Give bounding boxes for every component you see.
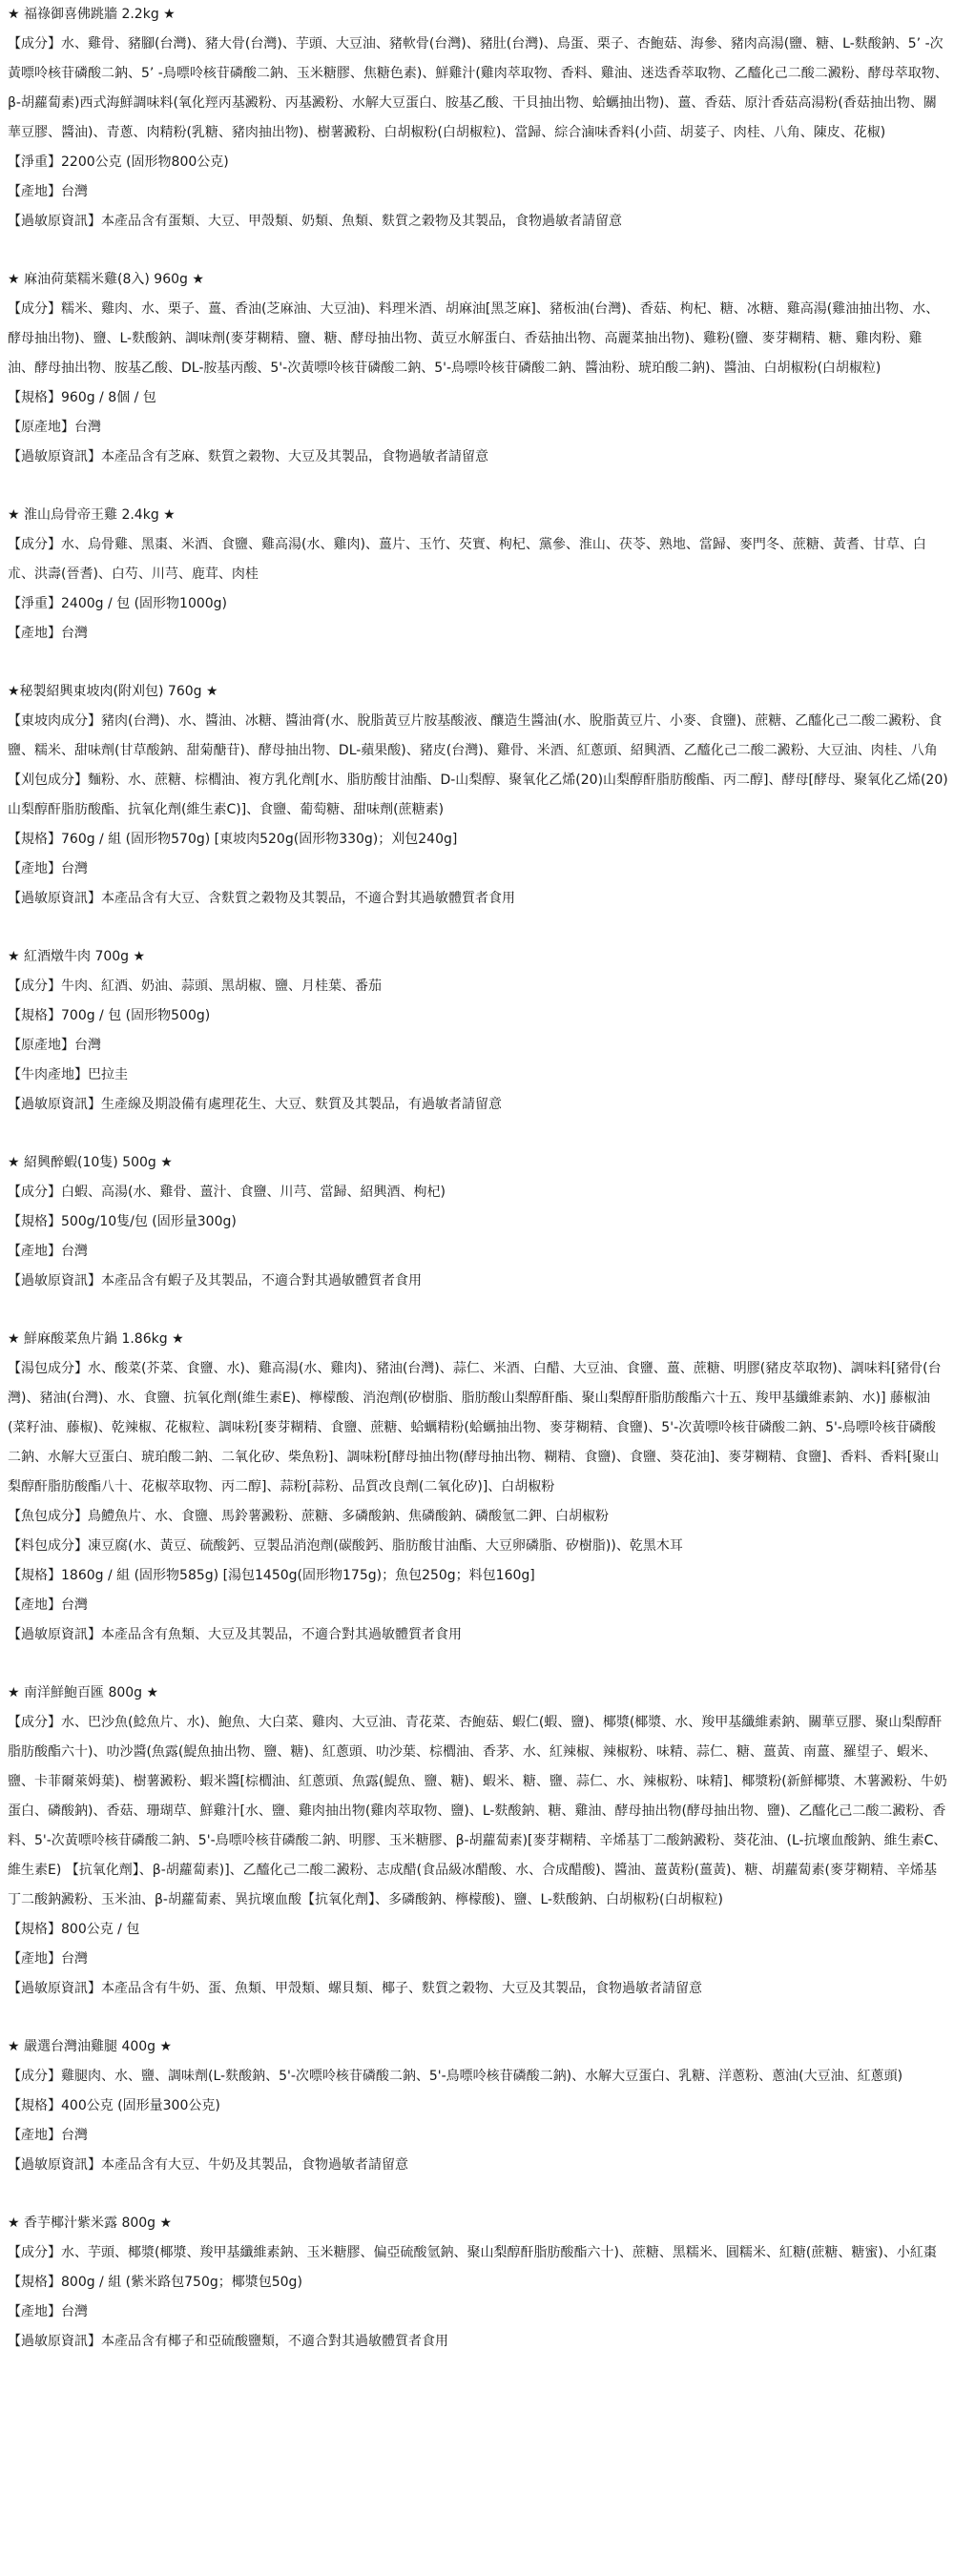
field-value: 台灣	[61, 184, 88, 199]
info-field	[8, 530, 948, 589]
field-value: 豬肉(台灣)、水、醬油、冰糖、醬油膏(水、脫脂黃豆片胺基酸液、釀造生醬油(水、脫脂黃豆片、小麥、食鹽)、蔗糖、乙醯化己二酸二澱粉、食鹽、糯米、甜味劑(甘草酸鈉、甜菊醣苷)、酵母抽出物、DL-蘋果酸)、豬皮(台灣)、雞骨、米酒、紅蔥頭、紹興酒、乙醯化己二酸二澱粉、大豆油、肉桂、八角	[8, 713, 943, 758]
field-value: 2200公克 (固形物800公克)	[61, 155, 229, 170]
field-value: 台灣	[61, 626, 88, 641]
field-value: 台灣	[61, 1597, 88, 1613]
field-label: 【成分】	[8, 979, 61, 994]
field-label: 【成分】	[8, 537, 61, 552]
info-field	[8, 1354, 948, 1502]
info-field	[8, 2327, 948, 2357]
field-label: 【過敏原資訊】	[8, 891, 101, 906]
product-title: ★ 鮮麻酸菜魚片鍋 1.86kg ★	[8, 1331, 184, 1347]
field-label: 【產地】	[8, 2128, 61, 2143]
field-label: 【料包成分】	[8, 1538, 88, 1554]
info-field	[8, 2151, 948, 2180]
field-label: 【規格】	[8, 1922, 61, 1937]
field-label: 【產地】	[8, 861, 61, 876]
field-label: 【原產地】	[8, 420, 74, 435]
info-field	[8, 148, 948, 177]
field-label: 【成分】	[8, 301, 61, 317]
field-value: 本產品含有椰子和亞硫酸鹽類，不適合對其過敏體質者食用	[101, 2334, 448, 2349]
field-label: 【產地】	[8, 184, 61, 199]
info-field	[8, 1237, 948, 1267]
field-label: 【淨重】	[8, 155, 61, 170]
info-field	[8, 295, 948, 383]
field-label: 【產地】	[8, 1951, 61, 1967]
field-value: 水、雞骨、豬腳(台灣)、豬大骨(台灣)、芋頭、大豆油、豬軟骨(台灣)、豬肚(台灣)、鳥蛋、栗子、杏鮑菇、海參、豬肉高湯(鹽、糖、L-麩酸鈉、5’ -次黃嘌呤核苷磷酸二鈉、5’ -鳥嘌呤核苷磷酸二鈉、玉米糖膠、焦糖色素)、鮮雞汁(雞肉萃取物、香料、雞油、迷迭香萃取物、乙醯化己二酸二澱粉、酵母萃取物、β-胡蘿蔔素)西式海鮮調味料(氧化羥丙基澱粉、丙基澱粉、水解大豆蛋白、胺基乙酸、干貝抽出物、蛤蠣抽出物)、薑、香菇、原汁香菇高湯粉(香菇抽出物、關華豆膠、醬油)、青蔥、肉精粉(乳糖、豬肉抽出物)、樹薯澱粉、白胡椒粉(白胡椒粒)、當歸、綜合滷味香料(小茴、胡荽子、肉桂、八角、陳皮、花椒)	[8, 36, 948, 140]
field-label: 【過敏原資訊】	[8, 449, 101, 464]
field-value: 台灣	[74, 1038, 101, 1053]
field-label: 【規格】	[8, 1008, 61, 1023]
field-label: 【過敏原資訊】	[8, 1273, 101, 1288]
field-label: 【原產地】	[8, 1038, 74, 1053]
product-block	[8, 265, 948, 472]
product-block	[8, 1325, 948, 1650]
field-value: 800公克 / 包	[61, 1922, 140, 1937]
field-label: 【產地】	[8, 1244, 61, 1259]
field-value: 本產品含有大豆、牛奶及其製品，食物過敏者請留意	[101, 2157, 408, 2173]
field-value: 水、芋頭、椰漿(椰漿、羧甲基纖維素鈉、玉米糖膠、偏亞硫酸氫鈉、聚山梨醇酐脂肪酸酯六十)、蔗糖、黑糯米、圓糯米、紅糖(蔗糖、糖蜜)、小紅棗	[61, 2245, 937, 2260]
field-value: 500g/10隻/包 (固形量300g)	[61, 1214, 237, 1229]
field-label: 【過敏原資訊】	[8, 2334, 101, 2349]
field-label: 【成分】	[8, 1715, 61, 1730]
info-field	[8, 884, 948, 914]
field-label: 【過敏原資訊】	[8, 2157, 101, 2173]
product-title: ★ 紅酒燉牛肉 700g ★	[8, 949, 146, 964]
product-block	[8, 2209, 948, 2357]
product-block	[8, 501, 948, 649]
field-label: 【規格】	[8, 1568, 61, 1583]
field-label: 【過敏原資訊】	[8, 1981, 101, 1996]
field-label: 【刈包成分】	[8, 773, 88, 788]
field-label: 【成分】	[8, 2245, 61, 2260]
field-value: 800g / 組 (紫米路包750g；椰漿包50g)	[61, 2275, 302, 2290]
info-field	[8, 766, 948, 825]
field-label: 【魚包成分】	[8, 1509, 88, 1524]
info-field	[8, 825, 948, 855]
product-block	[8, 677, 948, 914]
field-value: 巴拉圭	[88, 1067, 128, 1082]
field-label: 【規格】	[8, 390, 61, 405]
field-value: 960g / 8個 / 包	[61, 390, 156, 405]
field-value: 牛肉、紅酒、奶油、蒜頭、黑胡椒、鹽、月桂葉、番茄	[61, 979, 382, 994]
field-value: 糯米、雞肉、水、栗子、薑、香油(芝麻油、大豆油)、料理米酒、胡麻油[黑芝麻]、豬板油(台灣)、香菇、枸杞、糖、冰糖、雞高湯(雞油抽出物、水、酵母抽出物)、鹽、L-麩酸鈉、調味劑(麥芽糊精、鹽、糖、酵母抽出物、黃豆水解蛋白、香菇抽出物、高麗菜抽出物)、雞粉(鹽、麥芽糊精、糖、雞肉粉、雞油、酵母抽出物、胺基乙酸、DL-胺基丙酸、5'-次黃嘌呤核苷磷酸二鈉、5'-鳥嘌呤核苷磷酸二鈉、醬油粉、琥珀酸二鈉)、醬油、白胡椒粉(白胡椒粒)	[8, 301, 940, 376]
field-value: 本產品含有大豆、含麩質之穀物及其製品，不適合對其過敏體質者食用	[101, 891, 515, 906]
info-field	[8, 1178, 948, 1207]
field-value: 台灣	[61, 861, 88, 876]
product-title: ★秘製紹興東坡肉(附刈包) 760g ★	[8, 684, 218, 699]
field-label: 【規格】	[8, 2098, 61, 2113]
field-value: 雞腿肉、水、鹽、調味劑(L-麩酸鈉、5'-次嘌呤核苷磷酸二鈉、5'-鳥嘌呤核苷磷酸二鈉)、水解大豆蛋白、乳糖、洋蔥粉、蔥油(大豆油、紅蔥頭)	[61, 2069, 903, 2084]
field-value: 台灣	[61, 1951, 88, 1967]
info-field	[8, 1267, 948, 1296]
field-value: 台灣	[61, 2128, 88, 2143]
product-block	[8, 942, 948, 1120]
field-value: 2400g / 包 (固形物1000g)	[61, 596, 228, 611]
info-field	[8, 1532, 948, 1561]
field-label: 【過敏原資訊】	[8, 1097, 101, 1112]
field-value: 700g / 包 (固形物500g)	[61, 1008, 211, 1023]
product-block	[8, 1679, 948, 2004]
field-value: 1860g / 組 (固形物585g) [湯包1450g(固形物175g)；魚包250g；料包160g]	[61, 1568, 535, 1583]
info-field	[8, 2238, 948, 2268]
info-field	[8, 855, 948, 884]
field-label: 【牛肉產地】	[8, 1067, 88, 1082]
product-title: ★ 紹興醉蝦(10隻) 500g ★	[8, 1155, 173, 1170]
field-value: 台灣	[74, 420, 101, 435]
field-label: 【湯包成分】	[8, 1361, 88, 1376]
info-field	[8, 2092, 948, 2121]
product-title: ★ 福祿御喜佛跳牆 2.2kg ★	[8, 7, 176, 22]
info-field	[8, 1945, 948, 1974]
info-field	[8, 443, 948, 472]
info-field	[8, 413, 948, 443]
info-field	[8, 1708, 948, 1915]
info-field	[8, 2298, 948, 2327]
product-title: ★ 淮山烏骨帝王雞 2.4kg ★	[8, 507, 176, 523]
field-value: 水、酸菜(芥菜、食鹽、水)、雞高湯(水、雞肉)、豬油(台灣)、蒜仁、米酒、白醋、大豆油、食鹽、薑、蔗糖、明膠(豬皮萃取物)、調味料[豬骨(台灣)、豬油(台灣)、水、食鹽、抗氧化劑(維生素E)、檸檬酸、消泡劑(矽樹脂、脂肪酸山梨醇酐酯、聚山梨醇酐脂肪酸酯六十五、羧甲基纖維素鈉、水)] 藤椒油(菜籽油、藤椒)、乾辣椒、花椒粒、調味粉[麥芽糊精、食鹽、蔗糖、蛤蠣精粉(蛤蠣抽出物、麥芽糊精、食鹽)、5'-次黃嘌呤核苷磷酸二鈉、5'-鳥嘌呤核苷磷酸二鈉、水解大豆蛋白、琥珀酸二鈉、二氧化矽、柴魚粉]、調味粉[酵母抽出物(酵母抽出物、糊精、食鹽)、食鹽、葵花油]、麥芽糊精、食鹽]、香料、香料[聚山梨醇酐脂肪酸酯八十、花椒萃取物、丙二醇]、蒜粉[蒜粉、品質改良劑(二氧化矽)]、白胡椒粉	[8, 1361, 942, 1494]
field-value: 水、巴沙魚(鯰魚片、水)、鮑魚、大白菜、雞肉、大豆油、青花菜、杏鮑菇、蝦仁(蝦、鹽)、椰漿(椰漿、水、羧甲基纖維素鈉、關華豆膠、聚山梨醇酐脂肪酸酯六十)、叻沙醬(魚露(鯷魚抽出物、鹽、糖)、紅蔥頭、叻沙葉、棕櫚油、香茅、水、紅辣椒、辣椒粉、味精、蒜仁、糖、薑黃、南薑、羅望子、蝦米、鹽、卡菲爾萊姆葉)、樹薯澱粉、蝦米醬[棕櫚油、紅蔥頭、魚露(鯷魚、鹽、糖)、蝦米、糖、鹽、蒜仁、水、辣椒粉、味精]、椰漿粉(新鮮椰漿、木薯澱粉、牛奶蛋白、磷酸鈉)、香菇、珊瑚草、鮮雞汁[水、鹽、雞肉抽出物(雞肉萃取物、鹽)、L-麩酸鈉、糖、雞油、酵母抽出物(酵母抽出物、鹽)、乙醯化己二酸二澱粉、香料、5'-次黃嘌呤核苷磷酸二鈉、5'-鳥嘌呤核苷磷酸二鈉、明膠、玉米糖膠、β-胡蘿蔔素)[麥芽糊精、辛烯基丁二酸鈉澱粉、葵花油、(L-抗壞血酸鈉、維生素C、維生素E) 【抗氧化劑】、β-胡蘿蔔素)]、乙醯化己二酸二澱粉、志成醋(食品級冰醋酸、水、合成醋酸)、醬油、薑黃粉(薑黃)、糖、胡蘿蔔素(麥芽糊精、辛烯基丁二酸鈉澱粉、玉米油、β-胡蘿蔔素、異抗壞血酸【抗氧化劑】、多磷酸鈉、檸檬酸)、鹽、L-麩酸鈉、白胡椒粉(白胡椒粒)	[8, 1715, 947, 1907]
info-field	[8, 1061, 948, 1090]
info-field	[8, 1207, 948, 1237]
field-label: 【過敏原資訊】	[8, 1627, 101, 1642]
info-field	[8, 1031, 948, 1061]
info-field	[8, 2062, 948, 2092]
field-value: 鳥鱧魚片、水、食鹽、馬鈴薯澱粉、蔗糖、多磷酸鈉、焦磷酸鈉、磷酸氫二鉀、白胡椒粉	[88, 1509, 609, 1524]
product-title: ★ 香芋椰汁紫米露 800g ★	[8, 2215, 173, 2231]
info-field	[8, 2121, 948, 2151]
product-block	[8, 0, 948, 237]
product-title: ★ 南洋鮮鮑百匯 800g ★	[8, 1685, 159, 1700]
field-value: 生產線及期設備有處理花生、大豆、麩質及其製品，有過敏者請留意	[101, 1097, 502, 1112]
field-label: 【成分】	[8, 36, 61, 52]
field-label: 【淨重】	[8, 596, 61, 611]
info-field	[8, 2268, 948, 2298]
info-field	[8, 383, 948, 413]
field-label: 【產地】	[8, 626, 61, 641]
field-value: 400公克 (固形量300公克)	[61, 2098, 220, 2113]
field-value: 本產品含有蛋類、大豆、甲殼類、奶類、魚類、麩質之穀物及其製品，食物過敏者請留意	[101, 214, 622, 229]
field-value: 凍豆腐(水、黃豆、硫酸鈣、豆製品消泡劑(碳酸鈣、脂肪酸甘油酯、大豆卵磷脂、矽樹脂))、乾黑木耳	[88, 1538, 683, 1554]
info-field	[8, 30, 948, 148]
field-value: 台灣	[61, 1244, 88, 1259]
field-value: 本產品含有芝麻、麩質之穀物、大豆及其製品，食物過敏者請留意	[101, 449, 488, 464]
field-value: 本產品含有蝦子及其製品，不適合對其過敏體質者食用	[101, 1273, 422, 1288]
product-block	[8, 2032, 948, 2180]
info-field	[8, 207, 948, 237]
info-field	[8, 1915, 948, 1945]
field-value: 760g / 組 (固形物570g) [東坡肉520g(固形物330g)；刈包240g]	[61, 832, 458, 847]
info-field	[8, 1001, 948, 1031]
field-value: 台灣	[61, 2304, 88, 2319]
field-label: 【過敏原資訊】	[8, 214, 101, 229]
info-field	[8, 1561, 948, 1591]
info-field	[8, 972, 948, 1001]
field-value: 本產品含有牛奶、蛋、魚類、甲殼類、螺貝類、椰子、麩質之穀物、大豆及其製品，食物過敏者請留意	[101, 1981, 702, 1996]
product-title: ★ 麻油荷葉糯米雞(8入) 960g ★	[8, 272, 204, 287]
field-value: 水、烏骨雞、黑棗、米酒、食鹽、雞高湯(水、雞肉)、薑片、玉竹、芡實、枸杞、黨參、淮山、茯苓、熟地、當歸、麥門冬、蔗糖、黃耆、甘草、白朮、洪壽(晉耆)、白芍、川芎、鹿茸、肉桂	[8, 537, 926, 582]
field-value: 白蝦、高湯(水、雞骨、薑汁、食鹽、川芎、當歸、紹興酒、枸杞)	[61, 1185, 446, 1200]
field-label: 【成分】	[8, 1185, 61, 1200]
product-block	[8, 1148, 948, 1296]
field-label: 【產地】	[8, 1597, 61, 1613]
field-value: 本產品含有魚類、大豆及其製品，不適合對其過敏體質者食用	[101, 1627, 462, 1642]
info-field	[8, 619, 948, 649]
info-field	[8, 1090, 948, 1120]
info-field	[8, 1620, 948, 1650]
product-title: ★ 嚴選台灣油雞腿 400g ★	[8, 2039, 173, 2054]
info-field	[8, 1974, 948, 2004]
field-value: 麵粉、水、蔗糖、棕櫚油、複方乳化劑[水、脂肪酸甘油酯、D-山梨醇、聚氧化乙烯(20)山梨醇酐脂肪酸酯、丙二醇]、酵母[酵母、聚氧化乙烯(20)山梨醇酐脂肪酸酯、抗氧化劑(維生素C)]、食鹽、葡萄糖、甜味劑(蔗糖素)	[8, 773, 948, 817]
field-label: 【規格】	[8, 1214, 61, 1229]
field-label: 【成分】	[8, 2069, 61, 2084]
field-label: 【東坡肉成分】	[8, 713, 101, 729]
field-label: 【產地】	[8, 2304, 61, 2319]
info-field	[8, 589, 948, 619]
info-field	[8, 1502, 948, 1532]
field-label: 【規格】	[8, 2275, 61, 2290]
info-field	[8, 177, 948, 207]
field-label: 【規格】	[8, 832, 61, 847]
info-field	[8, 1591, 948, 1620]
info-field	[8, 707, 948, 766]
